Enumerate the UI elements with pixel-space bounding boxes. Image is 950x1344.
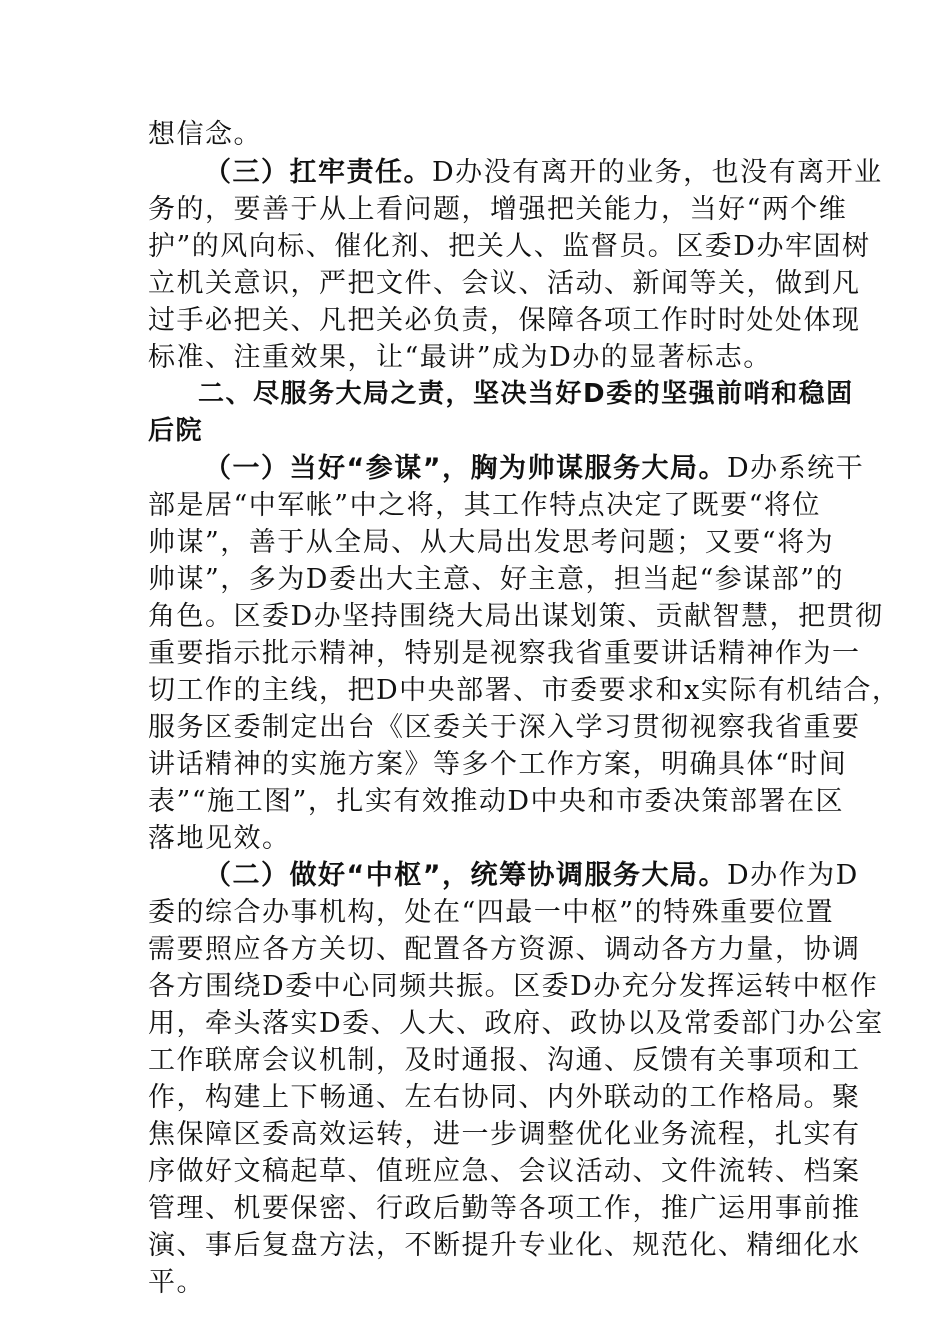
body-line: 演、事后复盘方法，不断提升专业化、规范化、精细化水 (148, 1230, 861, 1261)
body-line: 讲话精神的实施方案》等多个工作方案，明确具体“时间 (148, 749, 848, 780)
body-line: 护”的风向标、催化剂、把关人、监督员。区委D办牢固树 (148, 231, 871, 262)
paragraph-start-line: （三）扛牢责任。D办没有离开的业务，也没有离开业 (204, 157, 883, 188)
body-line: 帅谋”，善于从全局、从大局出发思考问题；又要“将为 (148, 527, 835, 558)
body-line: 标准、注重效果，让“最讲”成为D办的显著标志。 (148, 342, 772, 373)
body-line: 委的综合办事机构，处在“四最一中枢”的特殊重要位置 (148, 897, 835, 928)
body-line: 想信念。 (148, 119, 262, 150)
body-line: 过手必把关、凡把关必负责，保障各项工作时时处处体现 (148, 305, 861, 336)
body-line: 作，构建上下畅通、左右协同、内外联动的工作格局。聚 (148, 1082, 861, 1113)
body-line: 序做好文稿起草、值班应急、会议活动、文件流转、档案 (148, 1156, 861, 1187)
body-line: 服务区委制定出台《区委关于深入学习贯彻视察我省重要 (148, 712, 861, 743)
body-line: 重要指示批示精神，特别是视察我省重要讲话精神作为一 (148, 638, 861, 669)
body-line: 表”“施工图”，扎实有效推动D中央和市委决策部署在区 (148, 786, 845, 817)
subsection-heading: （三）扛牢责任。 (204, 157, 432, 188)
body-line: 立机关意识，严把文件、会议、活动、新闻等关，做到凡 (148, 268, 861, 299)
body-line: 工作联席会议机制，及时通报、沟通、反馈有关事项和工 (148, 1045, 861, 1076)
body-line: 部是居“中军帐”中之将，其工作特点决定了既要“将位 (148, 490, 821, 521)
paragraph-start-line: （一）当好“参谋”，胸为帅谋服务大局。D办系统干 (204, 453, 865, 484)
paragraph-start-line: （二）做好“中枢”，统筹协调服务大局。D办作为D (204, 860, 859, 891)
body-line: 帅谋”，多为D委出大主意、好主意，担当起“参谋部”的 (148, 564, 845, 595)
body-line: 落地见效。 (148, 823, 291, 854)
body-line: 平。 (148, 1267, 205, 1298)
body-line: 焦保障区委高效运转，进一步调整优化业务流程，扎实有 (148, 1119, 861, 1150)
body-line: 需要照应各方关切、配置各方资源、调动各方力量，协调 (148, 934, 861, 965)
body-line: 各方围绕D委中心同频共振。区委D办充分发挥运转中枢作 (148, 971, 879, 1002)
body-line: 用，牵头落实D委、人大、政府、政协以及常委部门办公室 (148, 1008, 884, 1039)
body-line: 务的，要善于从上看问题，增强把关能力，当好“两个维 (148, 194, 848, 225)
section-heading-continued: 后院 (148, 416, 204, 446)
subsection-heading: （一）当好“参谋”，胸为帅谋服务大局。 (204, 453, 727, 484)
body-line: 角色。区委D办坚持围绕大局出谋划策、贡献智慧，把贯彻 (148, 601, 884, 632)
body-line: 切工作的主线，把D中央部署、市委要求和x实际有机结合， (148, 675, 901, 706)
body-line: 管理、机要保密、行政后勤等各项工作，推广运用事前推 (148, 1193, 861, 1224)
section-heading: 二、尽服务大局之责，坚决当好D委的坚强前哨和稳固 (198, 379, 854, 409)
subsection-heading: （二）做好“中枢”，统筹协调服务大局。 (204, 860, 727, 891)
